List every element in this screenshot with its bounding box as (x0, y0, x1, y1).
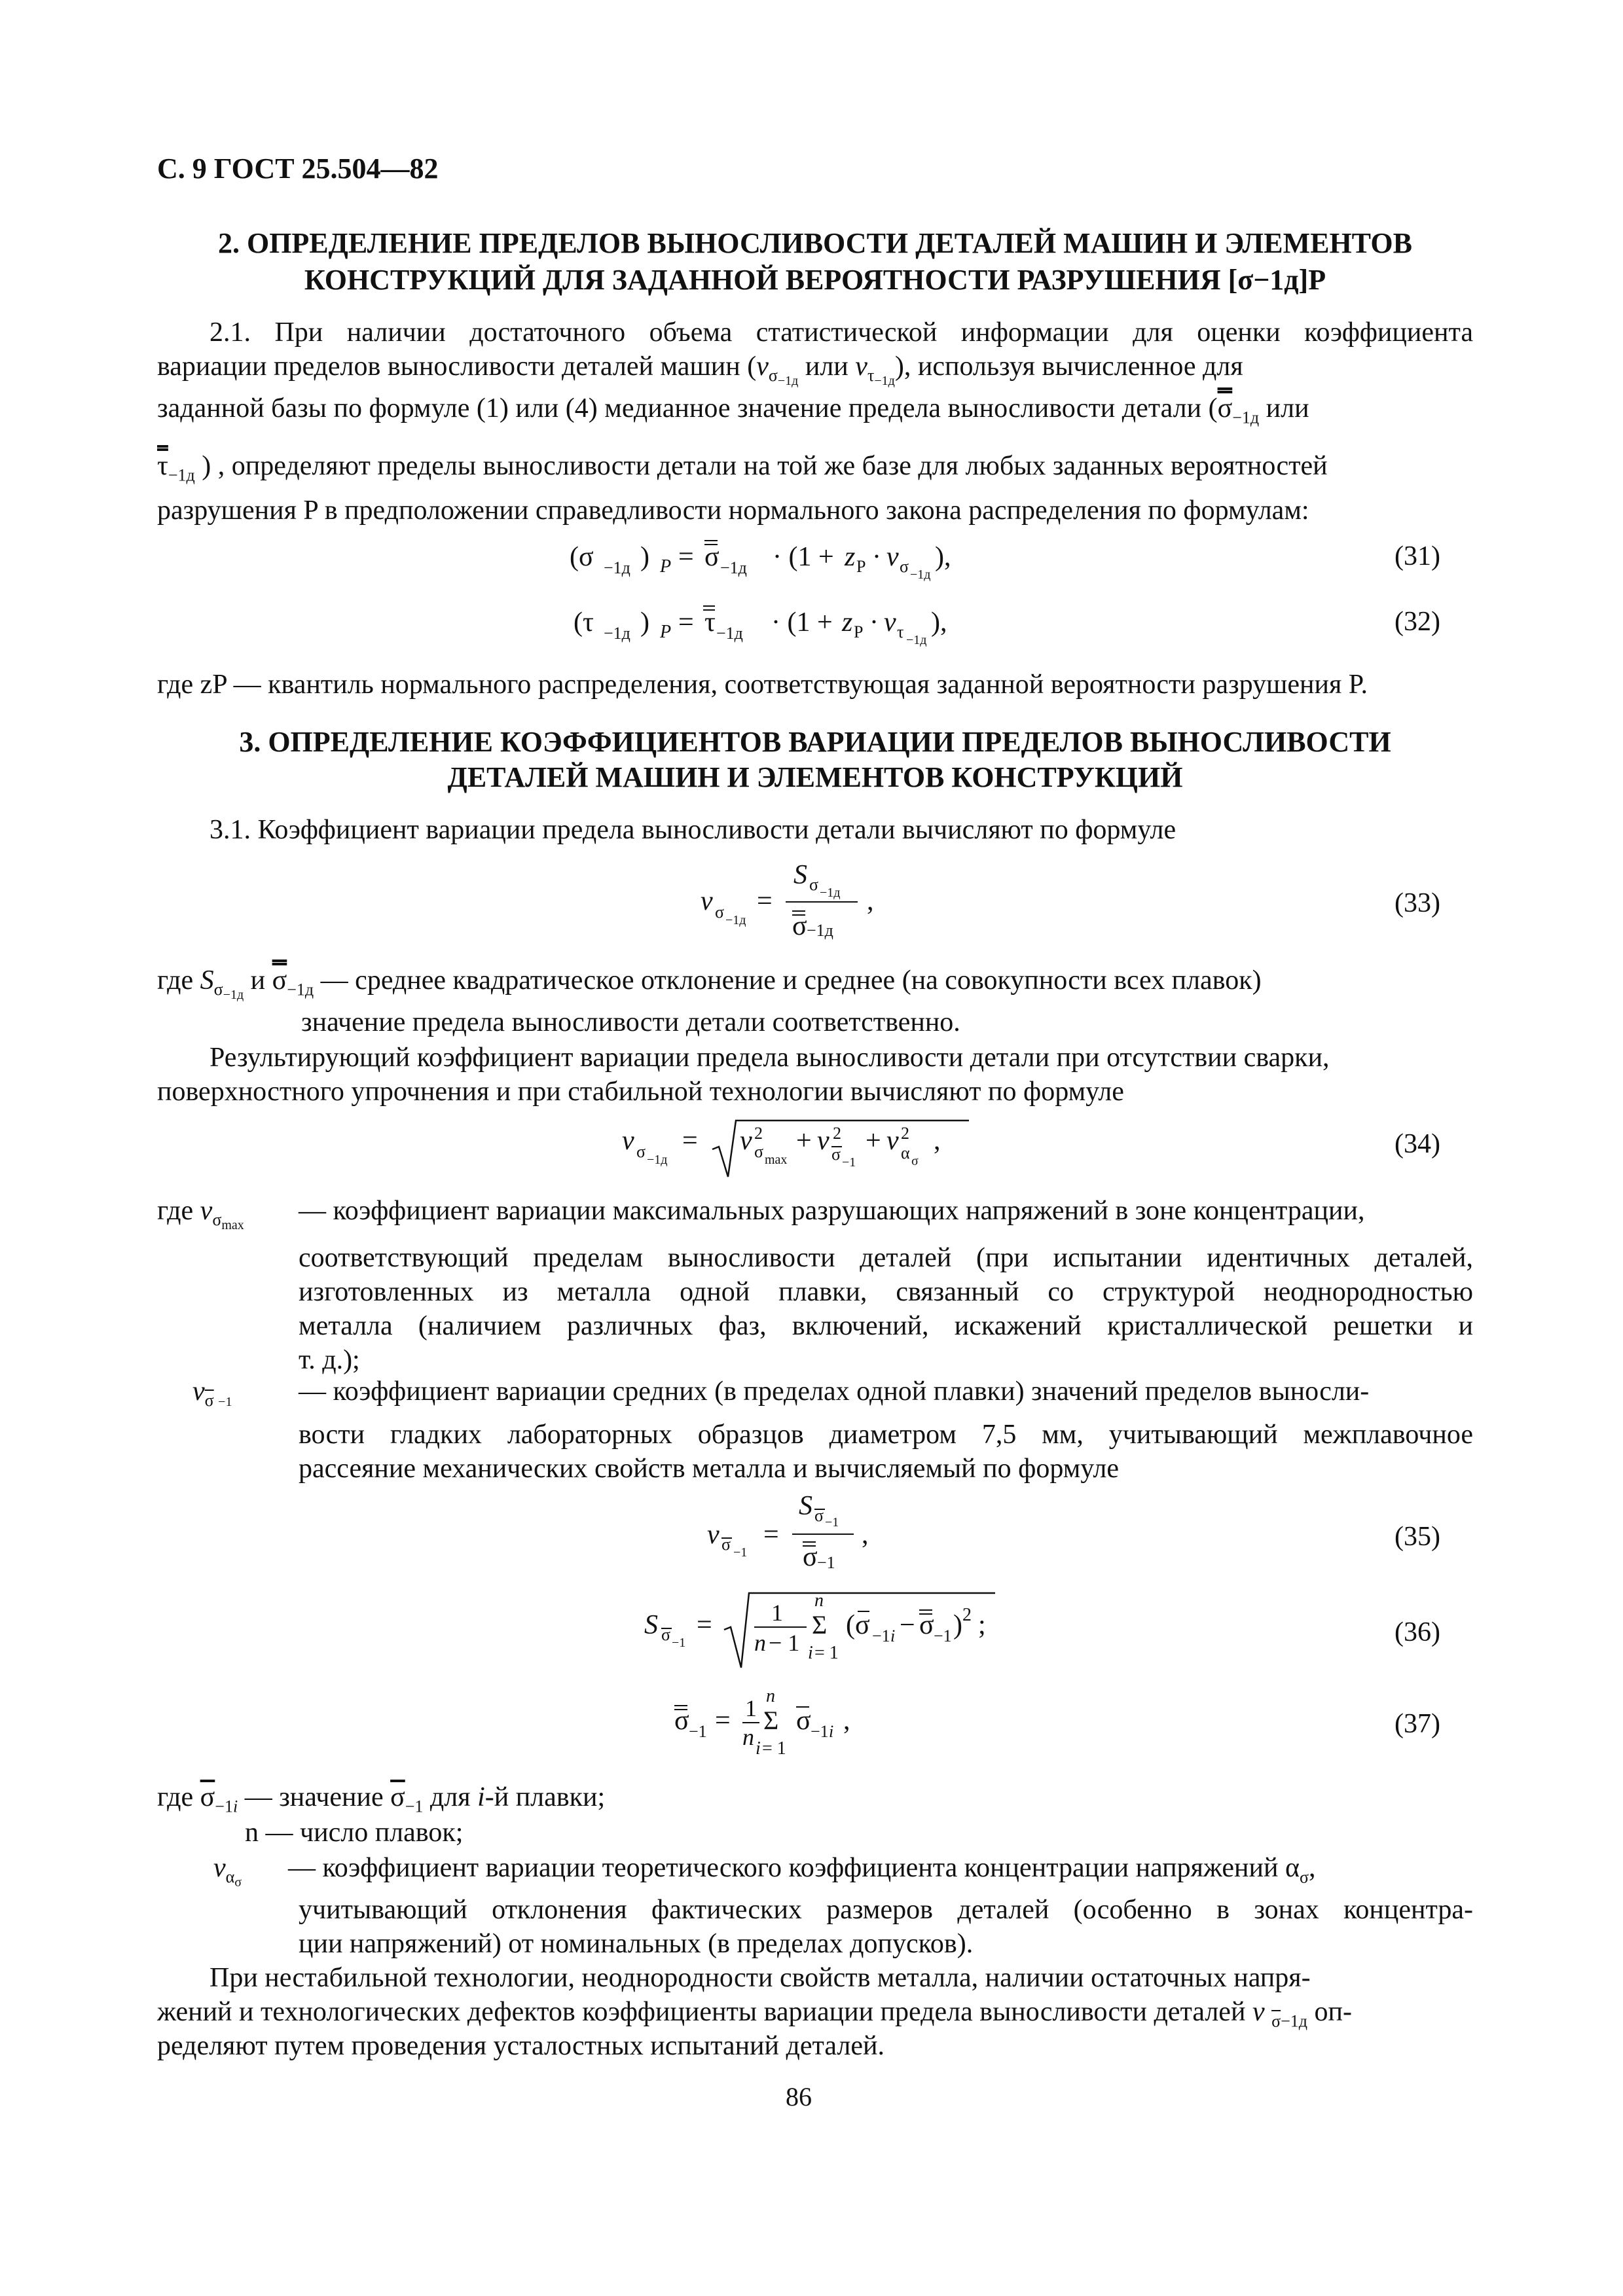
svg-text:=: = (715, 1706, 731, 1736)
svg-text:σ: σ (803, 1542, 818, 1572)
svg-text:S: S (799, 1491, 812, 1521)
svg-text:=: = (697, 1610, 712, 1640)
svg-text:1: 1 (745, 1695, 757, 1721)
svg-text:−1д: −1д (604, 558, 630, 577)
svg-text:v: v (622, 1126, 634, 1156)
equation-32 (567, 597, 1025, 649)
svg-text:n: n (754, 1630, 766, 1656)
svg-text:2: 2 (901, 1124, 909, 1143)
svg-text:· (1 +: · (1 + (771, 607, 833, 637)
text-segment: или (1259, 393, 1309, 423)
svg-text:): ) (640, 607, 649, 637)
svg-text:σ: σ (674, 1706, 689, 1736)
svg-text:z: z (845, 542, 856, 572)
svg-text:2: 2 (754, 1124, 763, 1143)
svg-text:· (1 +: · (1 + (773, 542, 834, 572)
svg-text:=: = (682, 1126, 698, 1156)
equation-33-number: (33) (1395, 888, 1440, 918)
svg-text:−1д: −1д (720, 558, 747, 577)
svg-text:τ: τ (897, 622, 904, 641)
svg-text:),: ), (935, 542, 951, 572)
svg-text:,: , (934, 1126, 941, 1156)
definition-sigma-1i: где $\overline{\sigma}_{-1i}$ — значение $\overline{\sigma}_{-1}$ для i-й плавки; (157, 1782, 606, 1816)
svg-text:n: n (742, 1724, 754, 1750)
svg-text:σ: σ (814, 1506, 824, 1525)
svg-text:S: S (644, 1610, 658, 1640)
svg-text:σ: σ (911, 1154, 919, 1168)
svg-text:·: · (869, 607, 879, 637)
svg-text:τ: τ (704, 607, 716, 637)
svg-text:= 1: = 1 (814, 1643, 839, 1663)
svg-text:n: n (814, 1590, 824, 1611)
paragraph-final-line-1: При нестабильной технологии, неоднородности свойств металла, наличии остаточных напря- (210, 1963, 1311, 1993)
svg-text:(σ: (σ (846, 1610, 870, 1640)
svg-text:σ: σ (792, 911, 807, 941)
svg-text:Σ: Σ (812, 1610, 828, 1640)
svg-text:−1: −1 (689, 1722, 707, 1741)
svg-text:−1д: −1д (716, 624, 743, 643)
text-segment: и (250, 965, 266, 996)
equation-34-number: (34) (1395, 1129, 1440, 1159)
svg-text:v: v (740, 1126, 752, 1156)
svg-text:σ: σ (636, 1142, 646, 1161)
equation-32-number: (32) (1395, 607, 1440, 637)
svg-text:;: ; (978, 1610, 986, 1640)
text-segment: ) , определяют пределы выносливости детали на той же базе для любых заданных вероятностей (202, 451, 1328, 481)
svg-text:= 1: = 1 (762, 1738, 786, 1759)
svg-text:σ: σ (796, 1706, 811, 1736)
svg-text:): ) (953, 1610, 962, 1640)
svg-text:σ: σ (754, 1142, 764, 1161)
svg-text:1: 1 (771, 1600, 783, 1626)
svg-text:+: + (866, 1126, 881, 1156)
definition-v-max-line-5: т. д.); (299, 1345, 360, 1375)
svg-text:S: S (793, 860, 807, 890)
definition-v-max-line-2: соответствующий пределам выносливости деталей (при испытании идентичных деталей, (299, 1243, 1473, 1273)
page-number: 86 (786, 2082, 812, 2111)
svg-text:v: v (884, 607, 896, 637)
svg-text:i: i (756, 1738, 761, 1759)
svg-text:−1: −1 (934, 1626, 952, 1645)
svg-text:v: v (817, 1126, 830, 1156)
svg-text:−1: −1 (733, 1545, 748, 1560)
definition-v-alpha-line-3: ции напряжений) от номинальных (в пределах допусков). (299, 1929, 974, 1959)
equation-31 (563, 531, 1021, 584)
definition-n: n — число плавок; (245, 1818, 464, 1848)
equation-34 (615, 1113, 1008, 1185)
definition-v-sigma-line-2: вости гладких лабораторных образцов диаметром 7,5 мм, учитывающий межплавочное (299, 1420, 1473, 1450)
text-segment: заданной базы по формуле (1) или (4) медианное значение предела выносливости детали ( (157, 393, 1218, 423)
equation-35-number: (35) (1395, 1522, 1440, 1552)
paragraph-2-1-line-4: $\tau_{-1д}$ ) , определяют пределы выносливости детали на той же базе для любых заданных вероятностей (157, 451, 1328, 485)
svg-text:P: P (660, 556, 672, 577)
text-segment: где (157, 1782, 194, 1812)
svg-text:,: , (867, 886, 874, 916)
svg-text:=: = (763, 1520, 779, 1550)
text-segment: ), используя вычисленное для (894, 351, 1243, 382)
paragraph-final-line-2: жений и технологических дефектов коэффициенты вариации предела выносливости деталей v $_{\overline{\sigma}-1д}$ оп- (157, 1997, 1352, 2031)
paragraph-2-1-line-1: 2.1. При наличии достаточного объема статистической информации для оценки коэффициента (210, 317, 1473, 348)
svg-text:−1: −1 (811, 1722, 829, 1741)
paragraph-final-line-3: ределяют путем проведения усталостных испытаний деталей. (157, 2031, 884, 2061)
paragraph-2-1-line-3: заданной базы по формуле (1) или (4) медианное значение предела выносливости детали ($\sigma_{-1д}$ или (157, 393, 1309, 427)
svg-text:−1: −1 (817, 1553, 835, 1572)
svg-text:i: i (829, 1722, 834, 1741)
svg-text:,: , (862, 1520, 869, 1550)
svg-text:σ: σ (704, 542, 720, 572)
svg-text:−1д: −1д (725, 913, 746, 927)
definition-v-alpha-line-1: — коэффициент вариации теоретического коэффициента концентрации напряжений $\alpha_\sigma$, (288, 1853, 1316, 1887)
svg-text:=: = (678, 607, 694, 637)
svg-text:σ: σ (900, 557, 909, 576)
svg-text:−1д: −1д (906, 633, 927, 647)
svg-text:−1д: −1д (807, 921, 833, 940)
svg-text:),: ), (931, 607, 947, 637)
definition-v-alpha-line-2: учитывающий отклонения фактических размеров деталей (особенно в зонах концентра- (299, 1895, 1473, 1925)
definition-zp: где zP — квантиль нормального распределения, соответствующая заданной вероятности разрушения P. (157, 670, 1368, 700)
svg-text:i: i (808, 1643, 813, 1663)
svg-text:−1д: −1д (910, 567, 931, 582)
symbol-v-sigma-max: где $v_{\sigma_{max}}$ (157, 1196, 244, 1233)
symbol-v-sigma-bar: $v_{\overline{\sigma} -1}$ (192, 1376, 232, 1410)
svg-text:α: α (901, 1143, 910, 1162)
section-2-title-line-2: КОНСТРУКЦИЙ ДЛЯ ЗАДАННОЙ ВЕРОЯТНОСТИ РАЗРУШЕНИЯ [σ−1д]P (304, 264, 1326, 296)
svg-text:): ) (640, 542, 649, 572)
svg-text:n: n (766, 1686, 775, 1706)
equation-37 (668, 1682, 943, 1774)
svg-text:−1д: −1д (820, 886, 841, 900)
definition-v-sigma-line-3: рассеяние механических свойств металла и вычисляемый по формуле (299, 1454, 1120, 1484)
svg-text:P: P (660, 622, 672, 642)
text-segment: -й плавки; (484, 1782, 606, 1812)
equation-35 (701, 1484, 923, 1589)
text-segment: жений и технологических дефектов коэффициенты вариации предела выносливости деталей (157, 1997, 1246, 2027)
text-segment: или (798, 351, 856, 382)
page-header: С. 9 ГОСТ 25.504—82 (157, 152, 439, 185)
svg-text:v: v (886, 1126, 899, 1156)
text-segment: — среднее квадратическое отклонение и среднее (на совокупности всех плавок) (320, 965, 1262, 996)
definition-v-max-line-3: изготовленных из металла одной плавки, связанный со структурой неоднородностью (299, 1277, 1473, 1307)
svg-text:max: max (765, 1153, 788, 1167)
equation-31-number: (31) (1395, 541, 1440, 571)
equation-33 (694, 851, 956, 962)
svg-text:+: + (796, 1126, 812, 1156)
svg-text:σ: σ (831, 1145, 841, 1164)
text-segment: оп- (1314, 1997, 1352, 2027)
svg-text:σ: σ (721, 1535, 731, 1554)
svg-text:v: v (701, 886, 713, 916)
paragraph-result-line-2: поверхностного упрочнения и при стабильной технологии вычисляют по формуле (157, 1077, 1124, 1107)
svg-text:z: z (842, 607, 853, 637)
svg-text:σ: σ (715, 903, 725, 922)
svg-text:v: v (707, 1520, 720, 1550)
svg-text:−1: −1 (842, 1155, 856, 1170)
svg-text:−: − (900, 1610, 915, 1640)
definition-33-line-2: значение предела выносливости детали соответственно. (301, 1007, 960, 1037)
paragraph-result-line-1: Результирующий коэффициент вариации предела выносливости детали при отсутствии сварки, (210, 1043, 1330, 1073)
equation-37-number: (37) (1395, 1709, 1440, 1739)
svg-text:−1: −1 (825, 1515, 839, 1530)
text-segment: где (157, 965, 194, 996)
definition-v-max-line-1: — коэффициент вариации максимальных разрушающих напряжений в зоне концентрации, (299, 1196, 1365, 1226)
svg-text:,: , (843, 1706, 850, 1736)
svg-text:−1: −1 (872, 1626, 890, 1645)
svg-text:(σ: (σ (570, 542, 594, 572)
paragraph-2-1-line-5: разрушения P в предположении справедливости нормального закона распределения по формулам: (157, 495, 1309, 526)
svg-text:σ: σ (919, 1610, 934, 1640)
svg-text:·: · (872, 542, 881, 572)
definition-v-sigma-line-1: — коэффициент вариации средних (в пределах одной плавки) значений пределов выносли- (299, 1376, 1370, 1407)
symbol-v-alpha-sigma: $v_{\alpha_\sigma}$ (213, 1853, 242, 1890)
svg-text:P: P (854, 622, 864, 641)
section-3-title-line-1: 3. ОПРЕДЕЛЕНИЕ КОЭФФИЦИЕНТОВ ВАРИАЦИИ ПРЕДЕЛОВ ВЫНОСЛИВОСТИ (239, 726, 1391, 758)
svg-text:v: v (886, 542, 899, 572)
definition-v-max-line-4: металла (наличием различных фаз, включений, искажений кристаллической решетки и (299, 1311, 1473, 1341)
text-segment: — коэффициент вариации теоретического коэффициента концентрации напряжений (288, 1853, 1279, 1883)
definition-33-line-1: где $S_{\sigma_{-1д}}$ и $\sigma_{-1д}$ — среднее квадратическое отклонение и среднее (на совокупности всех плавок) (157, 965, 1262, 1003)
svg-text:(τ: (τ (574, 607, 594, 637)
svg-text:2: 2 (962, 1605, 972, 1625)
text-segment: для (429, 1782, 471, 1812)
svg-text:=: = (678, 542, 694, 572)
equation-36-number: (36) (1395, 1617, 1440, 1647)
svg-text:−1д: −1д (647, 1153, 668, 1167)
svg-text:Σ: Σ (763, 1706, 779, 1735)
svg-text:σ: σ (809, 875, 819, 894)
section-3-title-line-2: ДЕТАЛЕЙ МАШИН И ЭЛЕМЕНТОВ КОНСТРУКЦИЙ (447, 761, 1183, 793)
svg-text:σ: σ (661, 1625, 671, 1644)
text-segment: — значение (244, 1782, 384, 1812)
svg-text:2: 2 (833, 1124, 841, 1143)
svg-text:P: P (856, 557, 866, 576)
text-segment: вариации пределов выносливости деталей машин ( (157, 351, 757, 382)
svg-text:=: = (757, 886, 773, 916)
paragraph-2-1-line-2: вариации пределов выносливости деталей машин ($v_{\sigma_{-1д}}$ или $v_{\tau_{-1д}}$), используя вычисленное для (157, 351, 1243, 389)
equation-36 (629, 1584, 1048, 1682)
svg-text:−1д: −1д (604, 624, 630, 643)
svg-text:−1: −1 (672, 1636, 686, 1650)
svg-text:− 1: − 1 (769, 1630, 800, 1656)
section-2-title-line-1: 2. ОПРЕДЕЛЕНИЕ ПРЕДЕЛОВ ВЫНОСЛИВОСТИ ДЕТАЛЕЙ МАШИН И ЭЛЕМЕНТОВ (217, 227, 1413, 259)
svg-text:i: i (890, 1626, 896, 1645)
paragraph-3-1: 3.1. Коэффициент вариации предела выносливости детали вычисляют по формуле (210, 815, 1176, 845)
